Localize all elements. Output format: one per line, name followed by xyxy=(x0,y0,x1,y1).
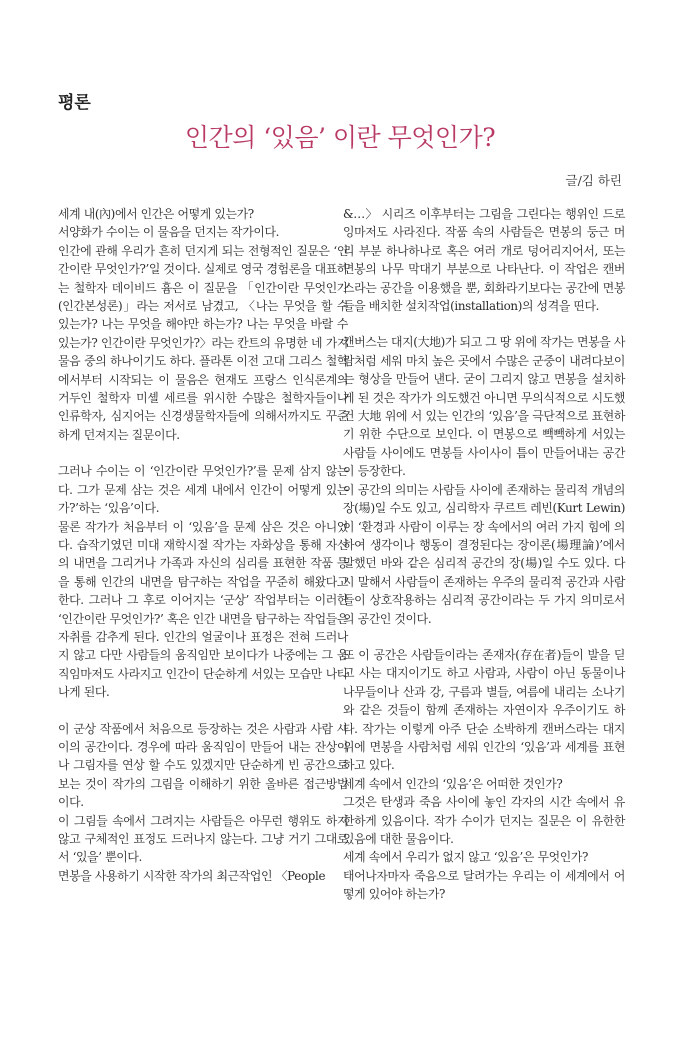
paragraph: 캔버스는 대지(大地)가 되고 그 땅 위에 작가는 면봉을 사람처럼 세워 마치 높은 곳에서 수많은 군중이 내려다보이는 형상을 만들어 낸다. 굳이 그리지 않고 면봉을 설치하게 된 것은 작가가 의도했건 아니면 무의식적으로 시도했건 大地 위에 서 있는 인간의 ‘있음’을 극단적으로 표현하기 위한 수단으로 보인다. 이 면봉으로 빽빽하게 서있는 사람들 사이에도 면봉들 사이사이 틈이 만들어내는 공간이 등장한다. xyxy=(343,335,625,479)
paragraph: 서양화가 수이는 이 물음을 던지는 작가이다. xyxy=(58,225,280,240)
section-label: 평론 xyxy=(58,93,91,113)
left-column xyxy=(58,205,348,885)
paragraph: 세계 내(內)에서 인간은 어떻게 있는가? xyxy=(58,207,254,221)
paragraph: 이 군상 작품에서 처음으로 등장하는 것은 사람과 사람 사이의 공간이다. 경우에 따라 움직임이 만들어 내는 잔상이나 그림자를 연상 할 수도 있겠지만 단순하게 빈 공간으로 보는 것이 작가의 그림을 이해하기 위한 올바른 접근방법이다. xyxy=(58,721,348,810)
paragraph: 세계 속에서 우리가 없지 않고 ‘있음’은 무엇인가? xyxy=(343,850,589,865)
byline: 글/김 하린 xyxy=(565,173,622,188)
paragraph: 인간에 관해 우리가 흔히 던지게 되는 전형적인 질문은 ‘인간이란 무엇인가?’일 것이다. 실제로 영국 경험론을 대표하는 철학자 데이비드 흄은 이 질문을 「인간이란 무엇인가(인간본성론)」라는 저서로 남겼고, 〈나는 무엇을 할 수 있는가? 나는 무엇을 해야만 하는가? 나는 무엇을 바랄 수 있는가? 인간이란 무엇인가?〉라는 칸트의 유명한 네 가지 물음 중의 하나이기도 하다. 플라톤 이전 고대 그리스 철학에서부터 시작되는 이 물음은 현재도 프랑스 인식론계의 거두인 철학자 미셸 세르를 위시한 수많은 철학자들이나 인류학자, 심지어는 신경생물학자들에 의해서까지도 꾸준하게 던져지는 질문이다. xyxy=(58,243,348,442)
article-title: 인간의 ‘있음’ 이란 무엇인가? xyxy=(184,123,496,152)
paragraph: 그러나 수이는 이 ‘인간이란 무엇인가?’를 문제 삼지 않는다. 그가 문제 삼는 것은 세계 내에서 인간이 어떻게 있는가?’하는 ‘있음’이다. xyxy=(58,464,348,516)
paragraph: 물론 작가가 처음부터 이 ‘있음’을 문제 삼은 것은 아니었다. 습작기였던 미대 재학시절 작가는 자화상을 통해 자신의 내면을 그리거나 가족과 자신의 심리를 표현한 작품 등을 통해 인간의 내면을 탐구하는 작업을 꾸준히 해왔다고 한다. 그러나 그 후로 이어지는 ‘군상’ 작업부터는 이러한 ‘인간이란 무엇인가?’ 혹은 인간 내면을 탐구하는 작업들은 자취를 감추게 된다. 인간의 얼굴이나 표정은 전혀 드러나지 않고 다만 사람들의 움직임만 보이다가 나중에는 그 움직임마저도 사라지고 인간이 단순하게 서있는 모습만 나타나게 된다. xyxy=(58,519,348,700)
paragraph: 또 이 공간은 사람들이라는 존재자(存在者)들이 발을 딛고 사는 대지이기도 하고 사람과, 사람이 아닌 동물이나 나무들이나 산과 강, 구름과 별들, 여름에 내리는 소나기와 같은 것들이 함께 존재하는 자연이자 우주이기도 하다. 작가는 이렇게 아주 단순 소박하게 캔버스라는 대지 위에 면봉을 사람처럼 세워 인간의 ‘있음’과 세계를 표현하고 있다. xyxy=(343,647,625,773)
paragraph: 면봉을 사용하기 시작한 작가의 최근작업인 〈People xyxy=(58,868,326,883)
paragraph: 이 그림들 속에서 그려지는 사람들은 아무런 행위도 하지 않고 구체적인 표정도 드러나지 않는다. 그냥 거기 그대로 서 ‘있을’ 뿐이다. xyxy=(58,813,348,865)
paragraph: 태어나자마자 죽음으로 달려가는 우리는 이 세계에서 어떻게 있어야 하는가? xyxy=(343,868,625,902)
paragraph: 이 공간의 의미는 사람들 사이에 존재하는 물리적 개념의 장(場)일 수도 있고, 심리학자 쿠르트 레빈(Kurt Lewin)이 ‘환경과 사람이 이루는 장 속에서의 여러 가지 힘에 의하여 생각이나 행동이 결정된다는 장이론(場理論)’에서 말했던 바와 같은 심리적 공간의 장(場)일 수도 있다. 다시 말해서 사람들이 존재하는 우주의 물리적 공간과 사람들이 상호작용하는 심리적 공간이라는 두 가지 의미로서의 공간인 것이다. xyxy=(343,482,625,626)
paragraph: 그것은 탄생과 죽음 사이에 놓인 각자의 시간 속에서 유한하게 있음이다. 작가 수이가 던지는 질문은 이 유한한 있음에 대한 물음이다. xyxy=(343,795,625,846)
paragraph: 세계 속에서 인간의 ‘있음’은 어떠한 것인가? xyxy=(343,776,563,791)
right-column xyxy=(343,205,625,904)
paragraph: &…〉 시리즈 이후부터는 그림을 그린다는 행위인 드로잉마저도 사라진다. 작품 속의 사람들은 면봉의 둥근 머리 부분 하나하나로 혹은 여러 개로 덩어리지어서, 또는 면봉의 나무 막대기 부분으로 나타난다. 이 작업은 캔버스라는 공간을 이용했을 뿐, 회화라기보다는 공간에 면봉들을 배치한 설치작업(installation)의 성격을 띤다. xyxy=(343,207,625,314)
